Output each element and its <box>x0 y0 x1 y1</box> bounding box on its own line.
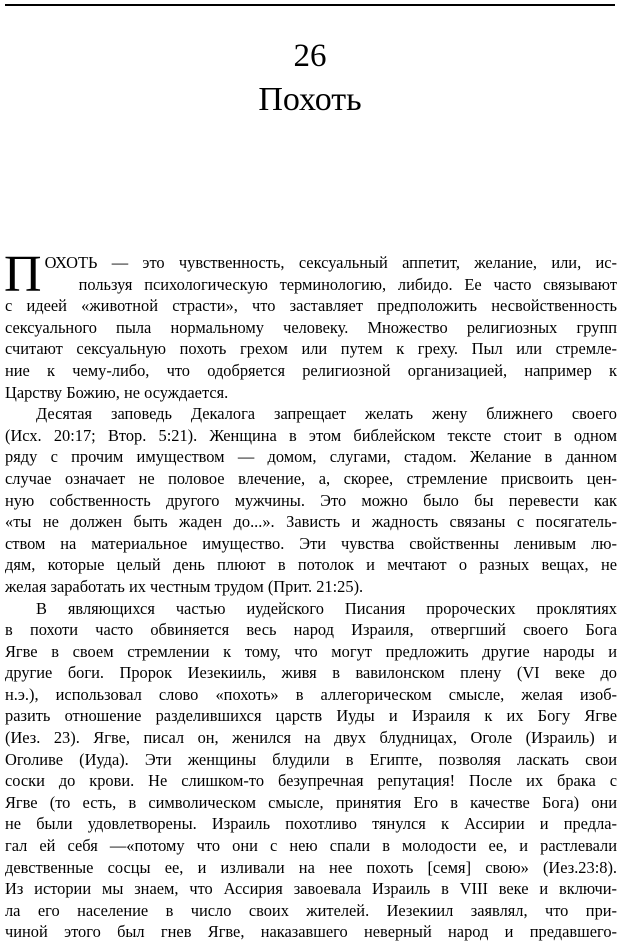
text-line: чиной этого был гнев Ягве, наказавшего неверный народ и предавшего- <box>5 921 617 943</box>
paragraph <box>5 598 617 943</box>
text-line: Из истории мы знаем, что Ассирия завоевала Израиль в VIII веке и включи- <box>5 878 617 900</box>
text-line: дям, которые целый день плюют в потолок и мечтают о разных вещах, не <box>5 554 617 576</box>
text-line: Десятая заповедь Декалога запрещает желать жену ближнего своего <box>5 403 617 425</box>
drop-cap: П <box>4 255 42 295</box>
text-line: ную собственность другого мужчины. Это можно было бы перевести как <box>5 490 617 512</box>
text-line: разить отношение разделившихся царств Иуды и Израиля к их Богу Ягве <box>5 705 617 727</box>
text-line: в похоти часто обвиняется весь народ Израиля, отвергший своего Бога <box>5 619 617 641</box>
text-line: (Иез. 23). Ягве, писал он, женился на двух блудницах, Оголе (Израиль) и <box>5 727 617 749</box>
text-line: Ягве в своем стремлении к тому, что могут предложить другие народы и <box>5 641 617 663</box>
text-line: гал ей себя —«потому что они с нею спали в молодости ее, и растлевали <box>5 835 617 857</box>
text-line: Царству Божию, не осуждается. <box>5 382 617 404</box>
chapter-number: 26 <box>0 36 620 76</box>
text-line: не были удовлетворены. Израиль похотливо тянулся к Ассирии и предла- <box>5 813 617 835</box>
text-line: ла его население в число своих жителей. Иезекиил заявлял, что при- <box>5 900 617 922</box>
text-line: желая заработать их честным трудом (Прит. 21:25). <box>5 576 617 598</box>
chapter-title: Похоть <box>0 79 620 121</box>
text-line: пользуя психологическую терминологию, либидо. Ее часто связывают <box>45 274 617 296</box>
text-line: случае означает не половое влечение, а, скорее, стремление присвоить цен- <box>5 468 617 490</box>
text-line: Ягве (то есть, в символическом смысле, принятия Его в качестве Бога) они <box>5 792 617 814</box>
text-line: ством на материальное имущество. Эти чувства свойственны ленивым лю- <box>5 533 617 555</box>
text-line: соски до крови. Не слишком-то безупречная репутация! После их брака с <box>5 770 617 792</box>
body-text <box>5 252 617 943</box>
text-line: «ты не должен быть жаден до...». Зависть и жадность связаны с посягатель- <box>5 511 617 533</box>
text-line: н.э.), использовал слово «похоть» в аллегорическом смысле, желая изоб- <box>5 684 617 706</box>
text-line: Оголиве (Иуда). Эти женщины блудили в Египте, позволяя ласкать свои <box>5 749 617 771</box>
text-line: ОХОТЬ — это чувственность, сексуальный аппетит, желание, или, ис- <box>45 252 617 274</box>
text-line: другие боги. Пророк Иезекииль, живя в вавилонском плену (VI веке до <box>5 662 617 684</box>
text-line: сексуального пыла нормальному человеку. Множество религиозных групп <box>5 317 617 339</box>
text-line: с идеей «животной страсти», что заставляет предположить несвойственность <box>5 295 617 317</box>
text-line: считают сексуальную похоть грехом или путем к греху. Пыл или стремле- <box>5 338 617 360</box>
text-line: девственные сосцы ее, и изливали на нее похоть [семя] свою» (Иез.23:8). <box>5 857 617 879</box>
paragraph <box>5 252 617 403</box>
text-line: ние к чему-либо, что одобряется религиозной организацией, например к <box>5 360 617 382</box>
text-line: (Исх. 20:17; Втор. 5:21). Женщина в этом библейском тексте стоит в одном <box>5 425 617 447</box>
text-line: В являющихся частью иудейского Писания пророческих проклятиях <box>5 598 617 620</box>
paragraph <box>5 403 617 597</box>
top-rule <box>5 4 615 6</box>
text-line: ряду с прочим имуществом — домом, слугами, стадом. Желание в данном <box>5 446 617 468</box>
